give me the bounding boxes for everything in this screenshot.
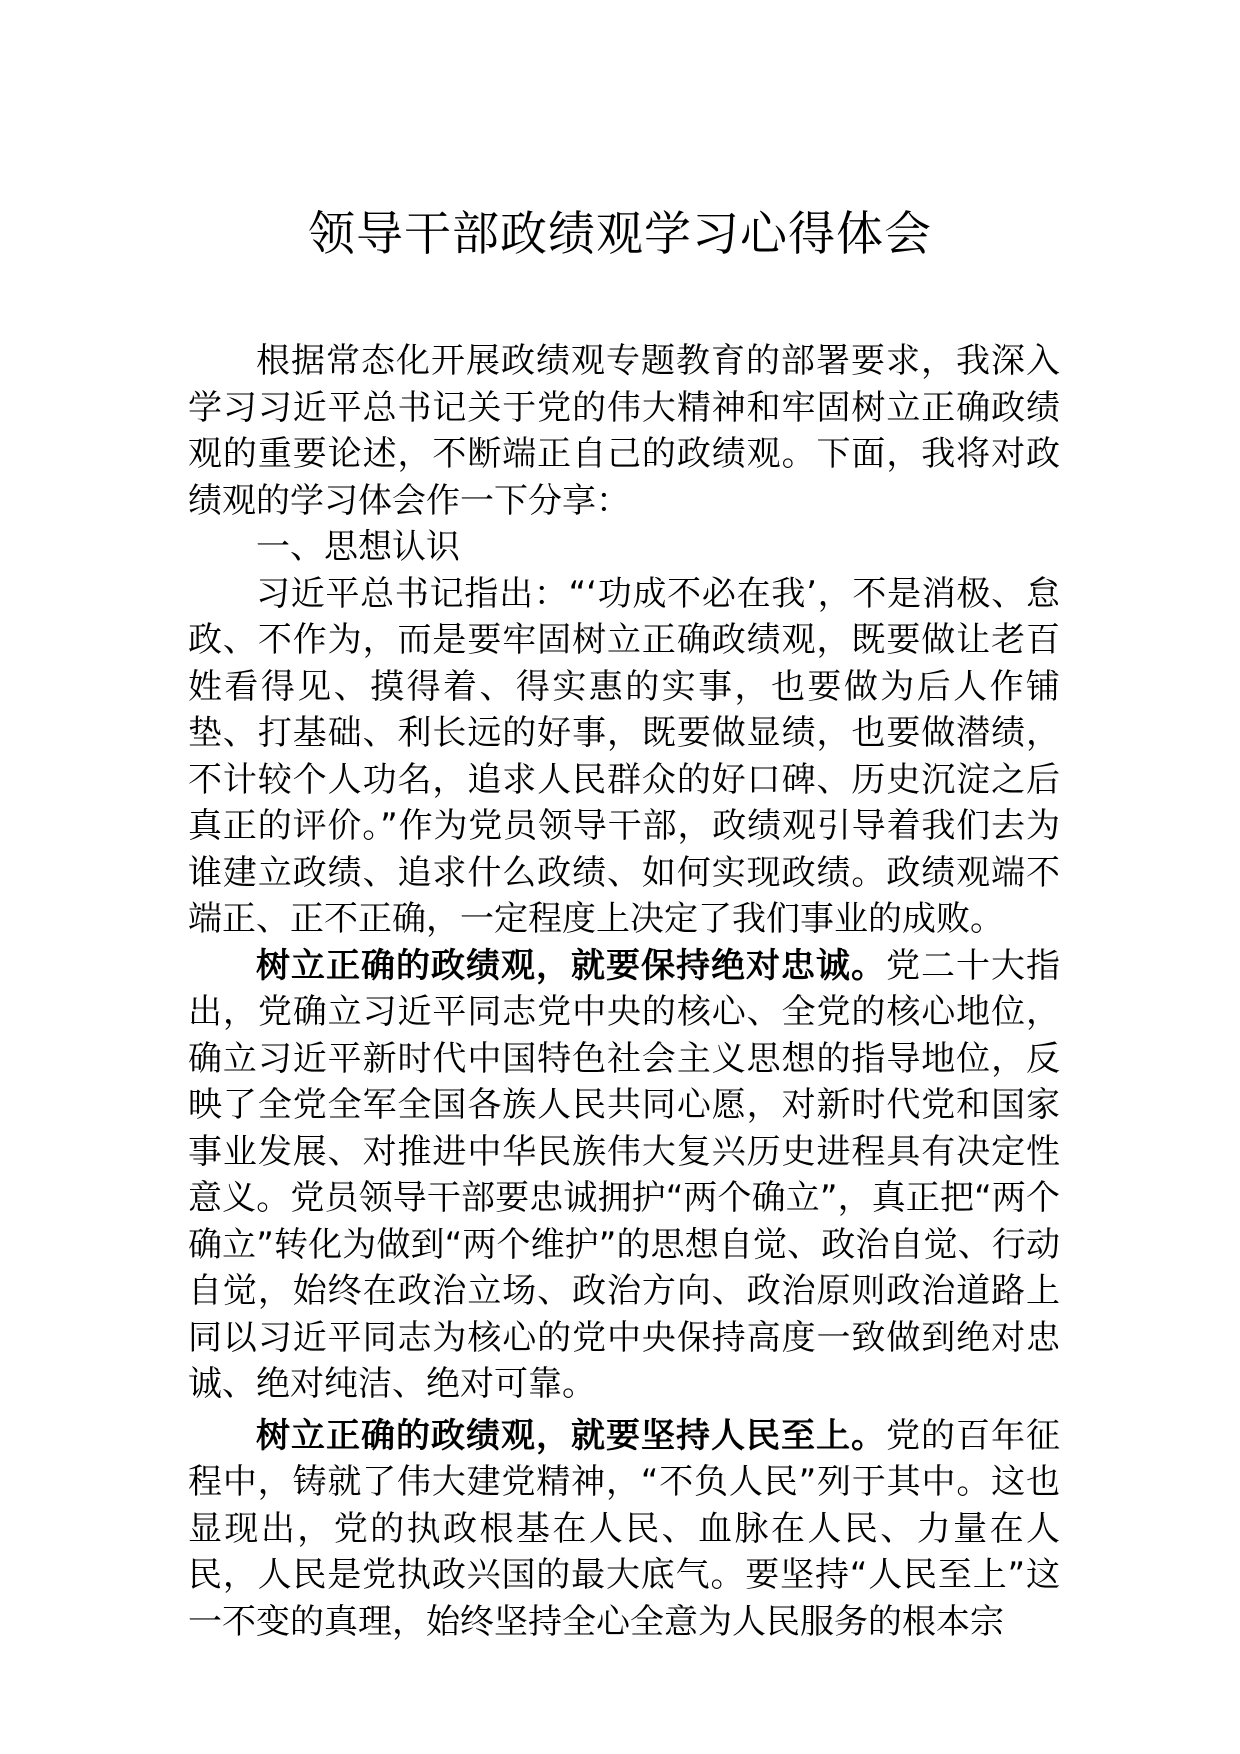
point-1-text: 党二十大指出，党确立习近平同志党中央的核心、全党的核心地位，确立习近平新时代中国特色社会主义思想的指导地位，反映了全党全军全国各族人民共同心愿，对新时代党和国家事业发展、对推进中华民族伟大复兴历史进程具有决定性意义。党员领导干部要忠诚拥护“两个确立”，真正把“两个确立”转化为做到“两个维护”的思想自觉、政治自觉、行动自觉，始终在政治立场、政治方向、政治原则政治道路上同以习近平同志为核心的党中央保持高度一致做到绝对忠诚、绝对纯洁、绝对可靠。 — [188, 945, 1060, 1404]
point-1-lead: 树立正确的政绩观，就要保持绝对忠诚。 — [256, 945, 886, 986]
quote-paragraph: 习近平总书记指出：“‘功成不必在我’，不是消极、怠政、不作为，而是要牢固树立正确政绩观，既要做让老百姓看得见、摸得着、得实惠的实事，也要做为后人作铺垫、打基础、利长远的好事，既要做显绩，也要做潜绩，不计较个人功名，追求人民群众的好口碑、历史沉淀之后真正的评价。”作为党员领导干部，政绩观引导着我们去为谁建立政绩、追求什么政绩、如何实现政绩。政绩观端不端正、正不正确，一定程度上决定了我们事业的成败。 — [188, 573, 1060, 939]
document-title: 领导干部政绩观学习心得体会 — [308, 207, 932, 262]
point-2-text: 党的百年征程中，铸就了伟大建党精神，“不负人民”列于其中。这也显现出，党的执政根基在人民、血脉在人民、力量在人民，人民是党执政兴国的最大底气。要坚持“人民至上”这一不变的真理，始终坚持全心全意为人民服务的根本宗 — [188, 1415, 1060, 1642]
document-body — [188, 338, 1060, 1645]
section-heading: 一、思想认识 — [256, 527, 460, 567]
intro-paragraph: 根据常态化开展政绩观专题教育的部署要求，我深入学习习近平总书记关于党的伟大精神和牢固树立正确政绩观的重要论述，不断端正自己的政绩观。下面，我将对政绩观的学习体会作一下分享： — [188, 341, 1060, 521]
point-2-paragraph — [188, 1413, 1060, 1646]
point-1-paragraph — [188, 943, 1060, 1408]
point-2-lead: 树立正确的政绩观，就要坚持人民至上。 — [256, 1415, 886, 1456]
